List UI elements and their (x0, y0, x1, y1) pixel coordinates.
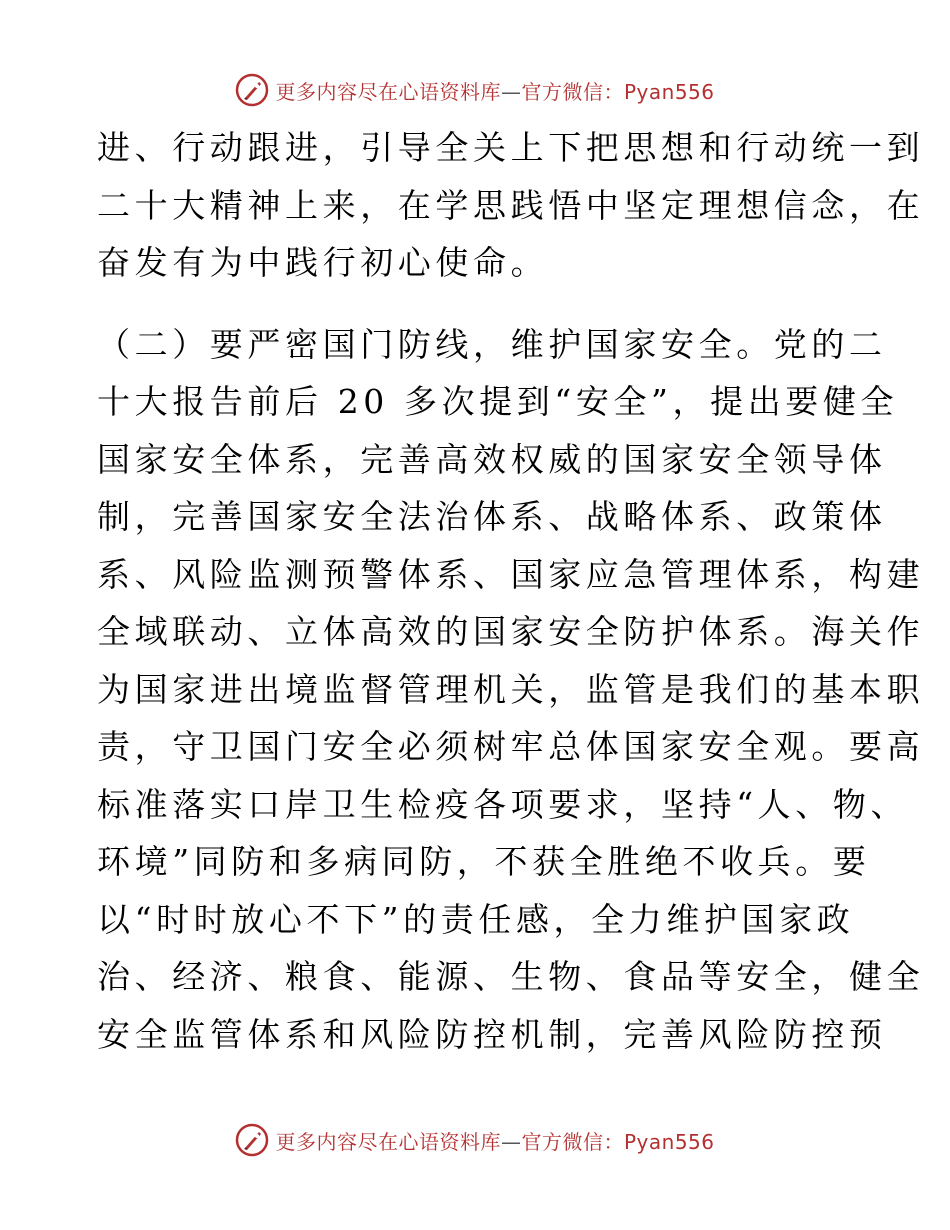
text-line: 制，完善国家安全法治体系、战略体系、政策体 (97, 497, 887, 536)
text-line: 二十大精神上来，在学思践悟中坚定理想信念，在 (97, 185, 925, 225)
watermark-group (235, 1123, 714, 1157)
watermark-text (275, 1126, 714, 1155)
text-line: 为国家进出境监督管理机关，监管是我们的基本职 (97, 669, 925, 709)
watermark-contact-id: Pyan556 (623, 79, 715, 104)
text-line: 以“时时放心不下”的责任感，全力维护国家政 (97, 899, 855, 939)
watermark-contact-text: 官方微信： (521, 1129, 624, 1154)
text-line: 国家安全体系，完善高效权威的国家安全领导体 (97, 439, 887, 479)
watermark-main-text: 更多内容尽在心语资料库 (275, 1129, 501, 1154)
watermark-contact-id: Pyan556 (623, 1129, 715, 1154)
paragraph-2 (97, 316, 925, 1064)
text-line: 十大报告前后 20 多次提到“安全”，提出要健全 (97, 382, 899, 421)
text-line: 全域联动、立体高效的国家安全防护体系。海关作 (97, 612, 925, 651)
paragraph-1 (97, 119, 925, 292)
text-line: 奋发有为中践行初心使命。 (97, 243, 549, 282)
watermark-main-text: 更多内容尽在心语资料库 (275, 79, 501, 104)
watermark-dash: — (500, 1129, 522, 1154)
paragraph-gap (97, 292, 857, 316)
text-line: 进、行动跟进，引导全关上下把思想和行动统一到 (97, 128, 925, 167)
footer-watermark (0, 1120, 950, 1160)
watermark-dash: — (500, 79, 522, 104)
watermark-group (235, 73, 714, 107)
text-line: （二）要严密国门防线，维护国家安全。党的二 (97, 324, 887, 364)
quill-pen-logo-icon (235, 1123, 269, 1157)
watermark-contact-text: 官方微信： (521, 79, 624, 104)
text-line: 责，守卫国门安全必须树牢总体国家安全观。要高 (97, 727, 925, 766)
text-line: 标准落实口岸卫生检疫各项要求，坚持“人、物、 (97, 784, 909, 824)
text-line: 安全监管体系和风险防控机制，完善风险防控预 (97, 1014, 887, 1054)
text-line: 环境”同防和多病同防，不获全胜绝不收兵。要 (97, 842, 871, 881)
watermark-text (275, 76, 714, 105)
text-line: 治、经济、粮食、能源、生物、食品等安全，健全 (97, 957, 925, 996)
quill-pen-logo-icon (235, 73, 269, 107)
text-line: 系、风险监测预警体系、国家应急管理体系，构建 (97, 554, 925, 594)
document-body (97, 119, 925, 1063)
header-watermark (0, 70, 950, 110)
